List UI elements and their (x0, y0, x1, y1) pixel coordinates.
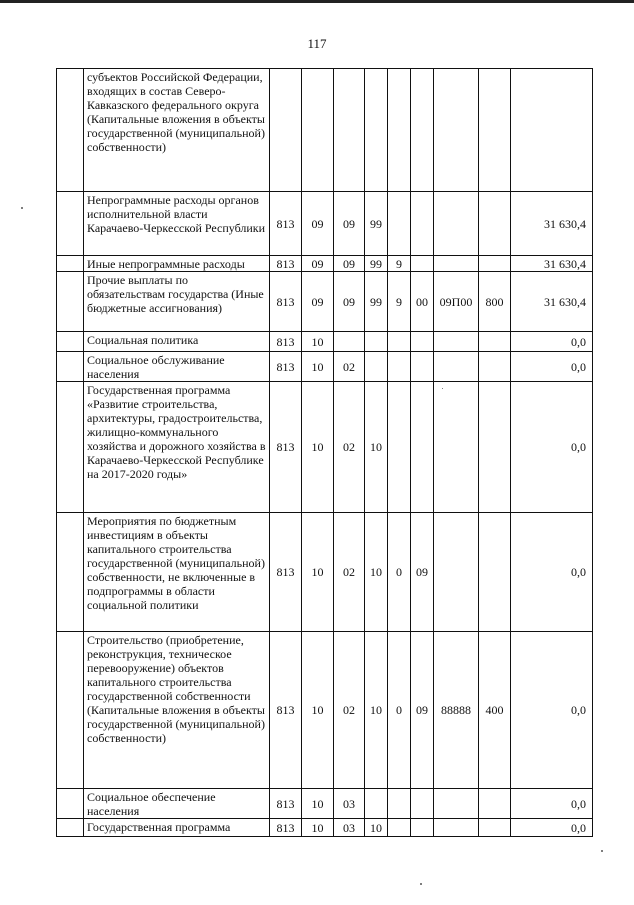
type-code-cell (479, 192, 511, 256)
admin-code-cell: 813 (270, 819, 302, 837)
subsection-code-cell: 02 (334, 632, 365, 789)
type-code-cell (479, 513, 511, 632)
row-number-cell (57, 256, 84, 272)
subsection-code-cell: 09 (334, 272, 365, 332)
subprogram-code-cell (388, 819, 411, 837)
amount-cell: 0,0 (511, 382, 593, 513)
expense-code-cell (434, 69, 479, 192)
amount-cell: 31 630,4 (511, 256, 593, 272)
subsection-code-cell (334, 332, 365, 352)
amount-cell: 31 630,4 (511, 272, 593, 332)
expense-code-cell (434, 513, 479, 632)
budget-table (56, 68, 593, 837)
table-row (57, 513, 593, 632)
item-name-cell: Прочие выплаты по обязательствам государства (Иные бюджетные ассигнования) (84, 272, 270, 332)
subsection-code-cell: 09 (334, 256, 365, 272)
section-code-cell: 10 (302, 382, 334, 513)
program-code-cell: 10 (365, 632, 388, 789)
subsection-code-cell: 03 (334, 819, 365, 837)
row-number-cell (57, 819, 84, 837)
section-code-cell: 10 (302, 352, 334, 382)
subprogram-code-cell (388, 352, 411, 382)
table-row (57, 789, 593, 819)
program-code-cell (365, 352, 388, 382)
expense-code-cell (434, 819, 479, 837)
subprogram-code-cell: 0 (388, 513, 411, 632)
amount-cell: 31 630,4 (511, 192, 593, 256)
subprogram-code-cell: 9 (388, 272, 411, 332)
amount-cell: 0,0 (511, 632, 593, 789)
program-code-cell (365, 789, 388, 819)
type-code-cell (479, 382, 511, 513)
subsection-code-cell: 02 (334, 513, 365, 632)
subsection-code-cell: 03 (334, 789, 365, 819)
row-number-cell (57, 69, 84, 192)
direction-code-cell: 09 (411, 632, 434, 789)
subprogram-code-cell: 9 (388, 256, 411, 272)
page-number: 117 (307, 36, 327, 51)
direction-code-cell (411, 352, 434, 382)
table-row (57, 192, 593, 256)
row-number-cell (57, 332, 84, 352)
expense-code-cell (434, 256, 479, 272)
admin-code-cell: 813 (270, 632, 302, 789)
scan-speck (420, 883, 422, 885)
direction-code-cell (411, 256, 434, 272)
type-code-cell: 800 (479, 272, 511, 332)
program-code-cell: 99 (365, 272, 388, 332)
admin-code-cell (270, 69, 302, 192)
section-code-cell: 09 (302, 272, 334, 332)
expense-code-cell: 88888 (434, 632, 479, 789)
item-name-cell: Непрограммные расходы органов исполнительной власти Карачаево-Черкесской Республики (84, 192, 270, 256)
amount-cell: 0,0 (511, 819, 593, 837)
scan-speck (442, 388, 443, 389)
table-row (57, 352, 593, 382)
expense-code-cell (434, 382, 479, 513)
type-code-cell (479, 256, 511, 272)
row-number-cell (57, 272, 84, 332)
amount-cell: 0,0 (511, 352, 593, 382)
type-code-cell (479, 789, 511, 819)
row-number-cell (57, 352, 84, 382)
subsection-code-cell: 02 (334, 352, 365, 382)
admin-code-cell: 813 (270, 382, 302, 513)
amount-cell (511, 69, 593, 192)
expense-code-cell: 09П00 (434, 272, 479, 332)
row-number-cell (57, 513, 84, 632)
row-number-cell (57, 192, 84, 256)
program-code-cell: 10 (365, 513, 388, 632)
admin-code-cell: 813 (270, 332, 302, 352)
table-row (57, 382, 593, 513)
type-code-cell (479, 69, 511, 192)
amount-cell: 0,0 (511, 332, 593, 352)
program-code-cell (365, 69, 388, 192)
admin-code-cell: 813 (270, 192, 302, 256)
table-row (57, 256, 593, 272)
scan-speck (21, 207, 23, 209)
program-code-cell: 10 (365, 382, 388, 513)
table-row (57, 819, 593, 837)
item-name-cell: Иные непрограммные расходы (84, 256, 270, 272)
program-code-cell: 99 (365, 256, 388, 272)
direction-code-cell (411, 69, 434, 192)
subsection-code-cell: 09 (334, 192, 365, 256)
direction-code-cell (411, 382, 434, 513)
subprogram-code-cell: 0 (388, 632, 411, 789)
direction-code-cell (411, 332, 434, 352)
program-code-cell (365, 332, 388, 352)
row-number-cell (57, 632, 84, 789)
section-code-cell (302, 69, 334, 192)
item-name-cell: Мероприятия по бюджетным инвестициям в объекты капитального строительства государственной (муниципальной) собственности, не включенные в подпрограммы в области социальной политики (84, 513, 270, 632)
section-code-cell: 10 (302, 332, 334, 352)
direction-code-cell (411, 789, 434, 819)
row-number-cell (57, 789, 84, 819)
subprogram-code-cell (388, 382, 411, 513)
admin-code-cell: 813 (270, 272, 302, 332)
table-row (57, 69, 593, 192)
section-code-cell: 10 (302, 632, 334, 789)
type-code-cell (479, 819, 511, 837)
item-name-cell: Социальное обслуживание населения (84, 352, 270, 382)
expense-code-cell (434, 332, 479, 352)
item-name-cell: субъектов Российской Федерации, входящих в состав Северо-Кавказского федерального округа (Капитальные вложения в объекты государственной (муниципальной) собственности) (84, 69, 270, 192)
subprogram-code-cell (388, 69, 411, 192)
admin-code-cell: 813 (270, 256, 302, 272)
admin-code-cell: 813 (270, 513, 302, 632)
section-code-cell: 09 (302, 192, 334, 256)
section-code-cell: 10 (302, 789, 334, 819)
expense-code-cell (434, 789, 479, 819)
type-code-cell (479, 332, 511, 352)
amount-cell: 0,0 (511, 513, 593, 632)
item-name-cell: Государственная программа «Развитие строительства, архитектуры, градостроительства, жилищно-коммунального хозяйства и дорожного хозяйства в Карачаево-Черкесской Республике на 2017-2020 годы» (84, 382, 270, 513)
scan-speck (601, 850, 603, 852)
program-code-cell: 99 (365, 192, 388, 256)
expense-code-cell (434, 352, 479, 382)
section-code-cell: 10 (302, 819, 334, 837)
item-name-cell: Государственная программа (84, 819, 270, 837)
direction-code-cell: 00 (411, 272, 434, 332)
direction-code-cell (411, 819, 434, 837)
item-name-cell: Социальное обеспечение населения (84, 789, 270, 819)
subsection-code-cell (334, 69, 365, 192)
amount-cell: 0,0 (511, 789, 593, 819)
admin-code-cell: 813 (270, 352, 302, 382)
subprogram-code-cell (388, 789, 411, 819)
admin-code-cell: 813 (270, 789, 302, 819)
item-name-cell: Строительство (приобретение, реконструкция, техническое перевооружение) объектов капитального строительства государственной собственности (Капитальные вложения в объекты государственной (муниципальной) собственности) (84, 632, 270, 789)
type-code-cell (479, 352, 511, 382)
direction-code-cell (411, 192, 434, 256)
row-number-cell (57, 382, 84, 513)
top-border-line (0, 0, 634, 3)
table-row (57, 632, 593, 789)
section-code-cell: 10 (302, 513, 334, 632)
table-row (57, 272, 593, 332)
direction-code-cell: 09 (411, 513, 434, 632)
table-row (57, 332, 593, 352)
subprogram-code-cell (388, 332, 411, 352)
section-code-cell: 09 (302, 256, 334, 272)
expense-code-cell (434, 192, 479, 256)
subsection-code-cell: 02 (334, 382, 365, 513)
subprogram-code-cell (388, 192, 411, 256)
type-code-cell: 400 (479, 632, 511, 789)
item-name-cell: Социальная политика (84, 332, 270, 352)
program-code-cell: 10 (365, 819, 388, 837)
